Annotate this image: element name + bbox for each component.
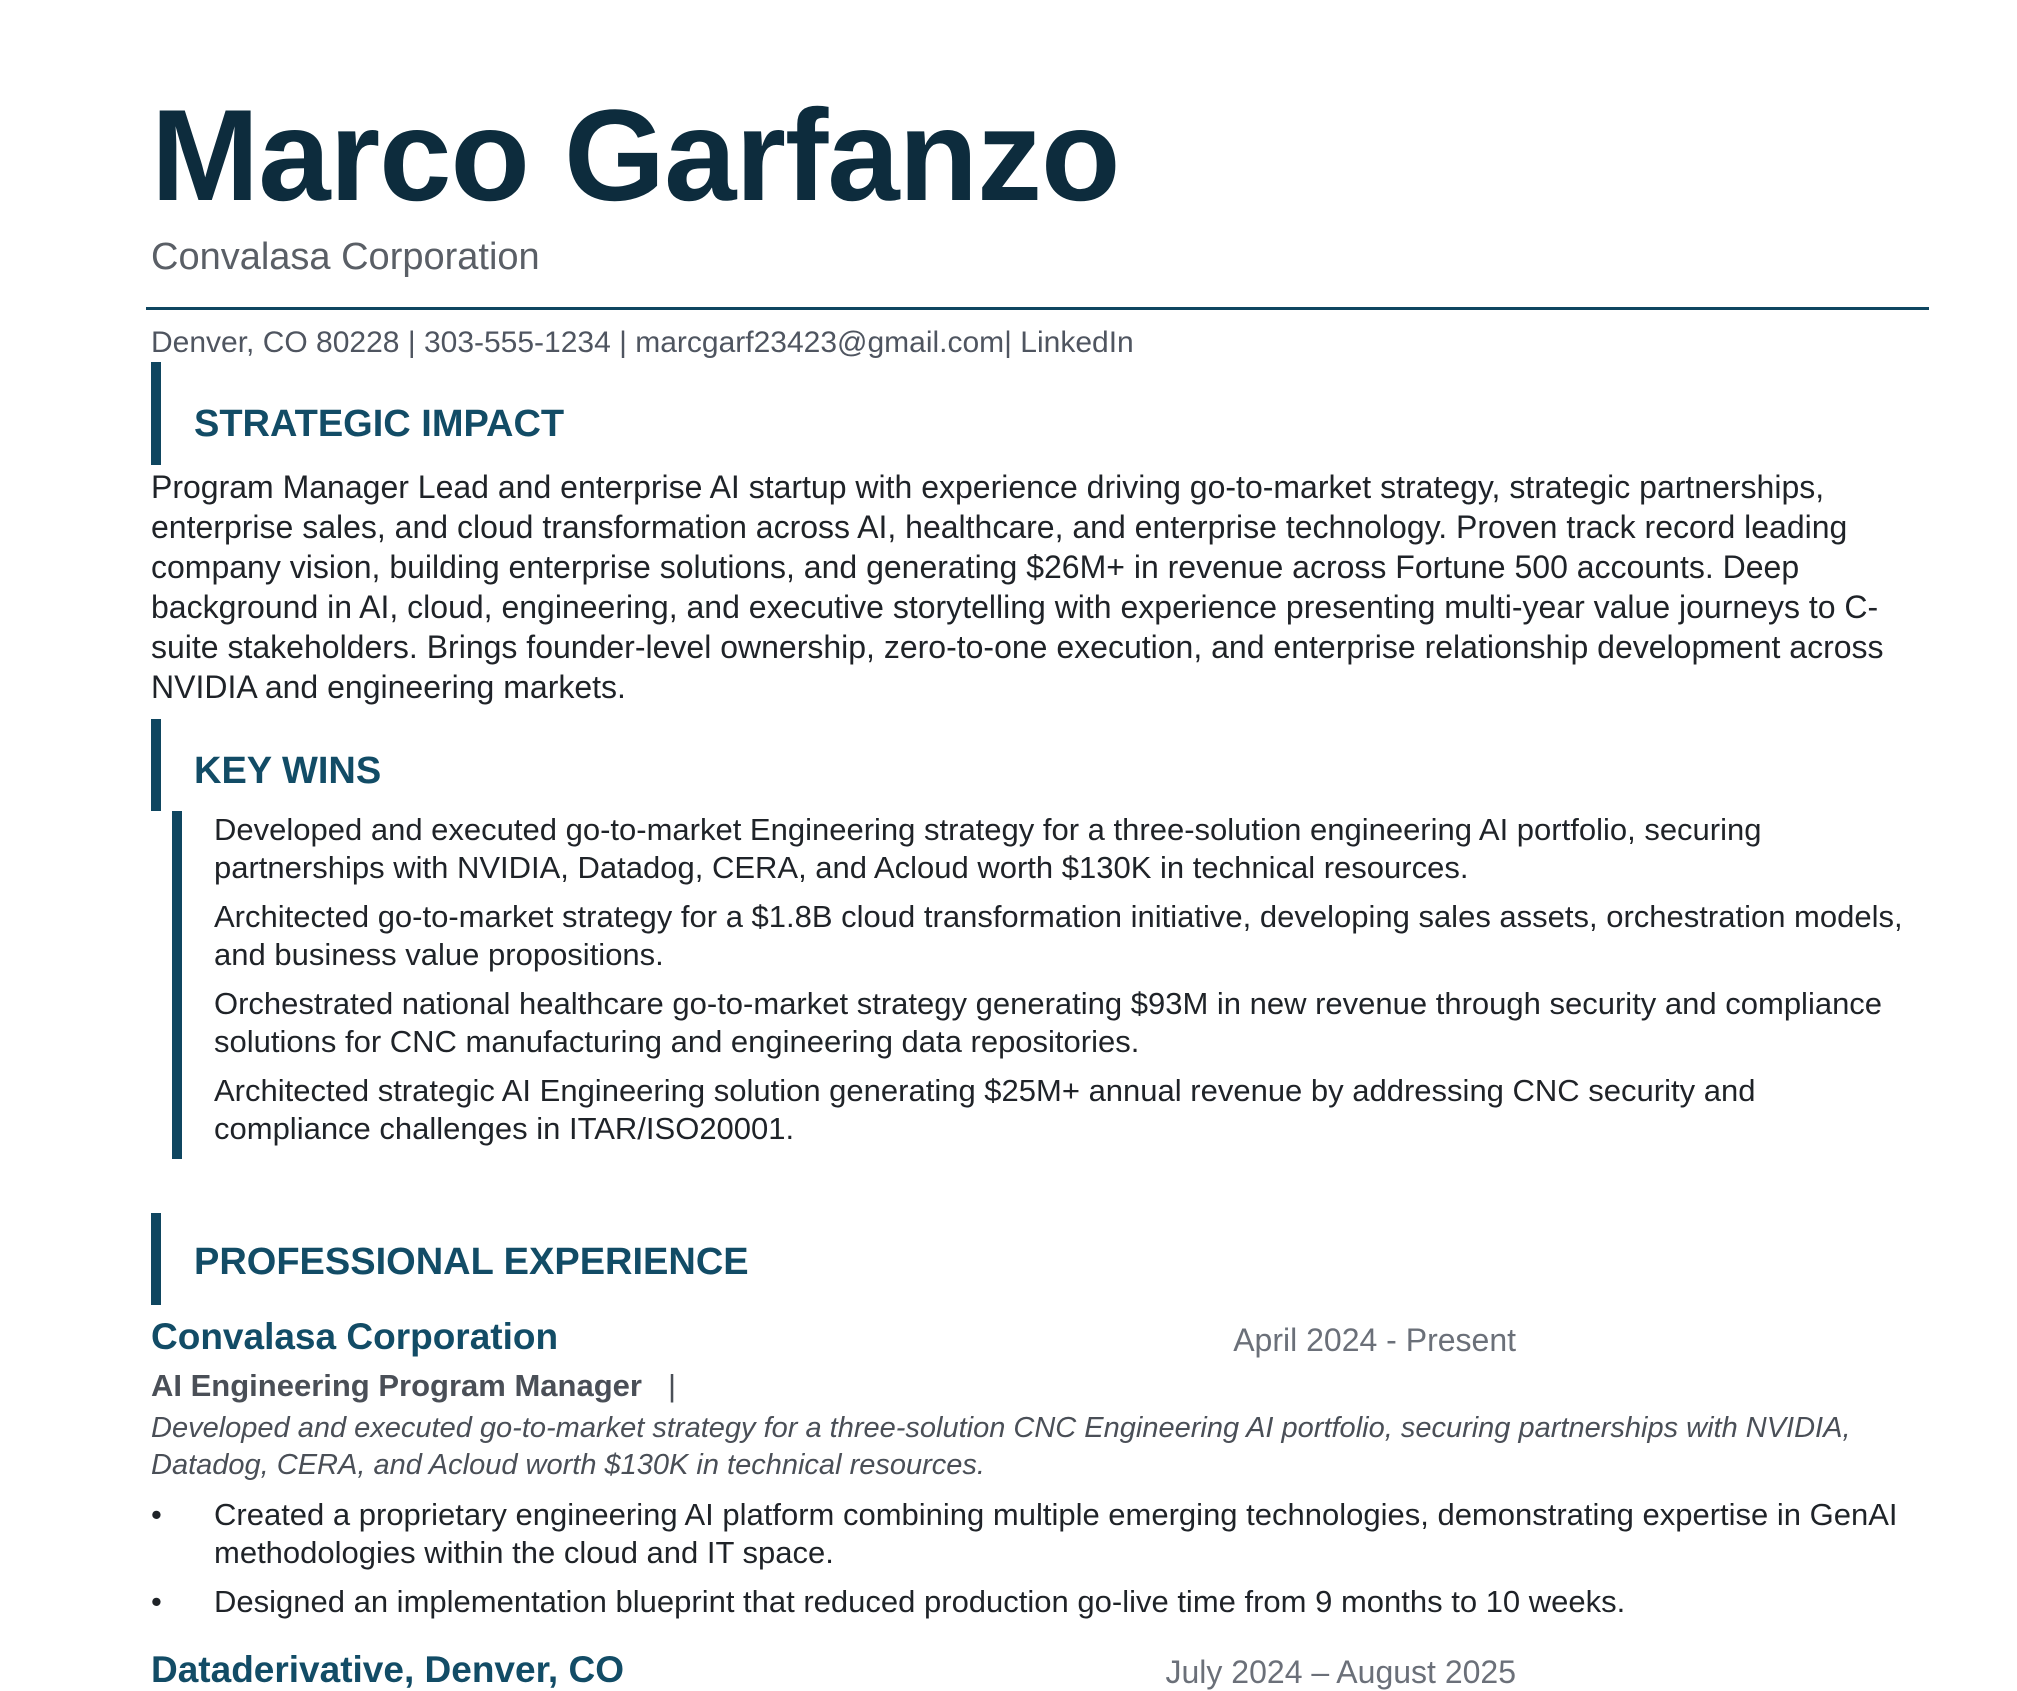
experience-bullet-text: Created a proprietary engineering AI platform combining multiple emerging technologies, demonstrating expertise in GenAI methodologies within the cloud and IT space. xyxy=(214,1497,1898,1570)
strategic-impact-summary: Program Manager Lead and enterprise AI startup with experience driving go-to-market strategy, strategic partnerships, enterprise sales, and cloud transformation across AI, healthcare, and enterprise technology. Proven track record leading company vision, building enterprise solutions, and generating $26M+ in revenue across Fortune 500 accounts. Deep background in AI, cloud, engineering, and executive storytelling with experience presenting multi-year value journeys to C-suite stakeholders. Brings founder-level ownership, zero-to-one execution, and enterprise relationship development across NVIDIA and engineering markets. xyxy=(151,469,1884,705)
key-win-item: Developed and executed go-to-market Engineering strategy for a three-solution engineering AI portfolio, securing partnerships with NVIDIA, Datadog, CERA, and Acloud worth $130K in technical resources. xyxy=(214,812,1762,885)
experience-bullet-text: Designed an implementation blueprint that reduced production go-live time from 9 months to 10 weeks. xyxy=(214,1584,1626,1619)
candidate-name: Marco Garfanzo xyxy=(151,82,1120,228)
resume-page xyxy=(151,0,1931,1690)
experience-bullet-list xyxy=(151,1496,1931,1632)
section-heading-professional-experience: PROFESSIONAL EXPERIENCE xyxy=(151,1213,1351,1305)
key-win-item: Orchestrated national healthcare go-to-market strategy generating $93M in new revenue through security and compliance solutions for CNC manufacturing and engineering data repositories. xyxy=(214,986,1883,1059)
section-heading-key-wins: KEY WINS xyxy=(151,719,1351,811)
key-win-item: Architected go-to-market strategy for a $1.8B cloud transformation initiative, developing sales assets, orchestration models, and business value propositions. xyxy=(214,899,1903,972)
key-win-item: Architected strategic AI Engineering solution generating $25M+ annual revenue by addressing CNC security and compliance challenges in ITAR/ISO20001. xyxy=(214,1073,1756,1146)
bullet-marker: • xyxy=(151,1584,162,1619)
experience-dates: April 2024 - Present xyxy=(1233,1322,1516,1358)
section-heading-strategic-impact: STRATEGIC IMPACT xyxy=(151,362,1351,465)
experience-role-description: Developed and executed go-to-market strategy for a three-solution CNC Engineering AI portfolio, securing partnerships with NVIDIA, Datadog, CERA, and Acloud worth $130K in technical resources. xyxy=(151,1412,1851,1481)
header-divider xyxy=(146,307,1929,310)
experience-role-title: AI Engineering Program Manager xyxy=(151,1368,642,1403)
experience-role xyxy=(151,1368,676,1404)
experience-company: Dataderivative, Denver, CO xyxy=(151,1649,624,1690)
contact-line: Denver, CO 80228 | 303-555-1234 | marcgarf23423@gmail.com| LinkedIn xyxy=(151,326,1134,359)
key-wins-list xyxy=(172,811,1912,1159)
experience-dates: July 2024 – August 2025 xyxy=(1165,1654,1516,1690)
experience-bullet xyxy=(151,1496,1931,1572)
bullet-marker: • xyxy=(151,1497,162,1532)
experience-company: Convalasa Corporation xyxy=(151,1316,559,1357)
header-subtitle: Convalasa Corporation xyxy=(151,236,540,278)
experience-bullet xyxy=(151,1583,1931,1621)
role-separator: | xyxy=(667,1368,676,1403)
